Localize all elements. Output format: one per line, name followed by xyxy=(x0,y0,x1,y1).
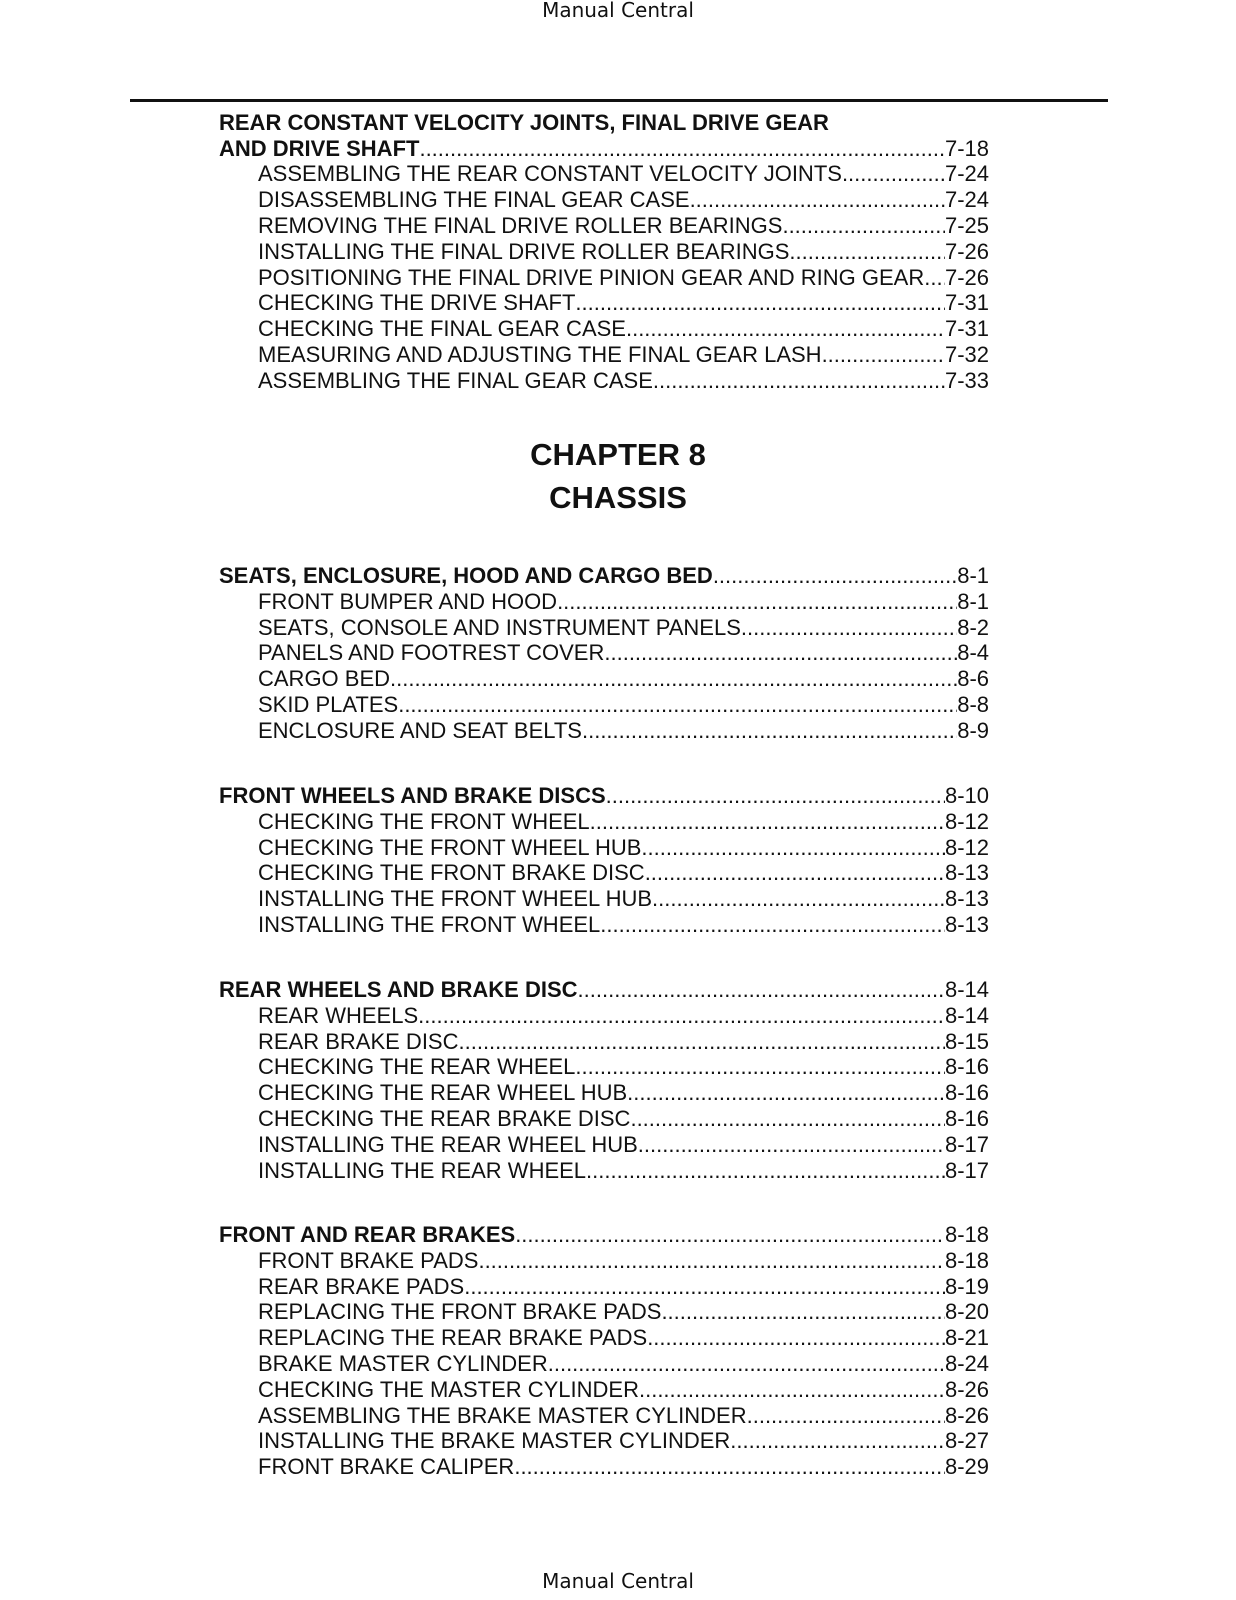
dot-leader xyxy=(600,912,945,938)
toc-entry[interactable] xyxy=(258,1377,989,1403)
toc-page-number: 7-18 xyxy=(944,135,989,161)
toc-page-number: 8-17 xyxy=(944,1131,989,1157)
toc-page-number: 8-6 xyxy=(957,666,989,692)
dot-leader xyxy=(782,213,945,239)
toc-entry[interactable] xyxy=(258,809,989,835)
toc-entry-label: INSTALLING THE REAR WHEEL HUB xyxy=(258,1131,638,1157)
toc-entry-label: SEATS, ENCLOSURE, HOOD AND CARGO BED xyxy=(219,563,713,588)
dot-leader xyxy=(514,1454,945,1480)
toc-page-number: 7-24 xyxy=(944,187,989,213)
dot-leader xyxy=(586,1158,945,1184)
toc-entry[interactable] xyxy=(258,1428,989,1454)
chapter-number: CHAPTER 8 xyxy=(530,437,706,472)
toc-section-entry[interactable] xyxy=(219,1222,989,1248)
toc-page-number: 8-29 xyxy=(944,1454,989,1480)
toc-page-number: 8-8 xyxy=(957,692,989,717)
toc-entry-label: REPLACING THE FRONT BRAKE PADS xyxy=(258,1299,662,1325)
toc-entry-label: CHECKING THE FRONT BRAKE DISC xyxy=(258,860,645,886)
toc-entry[interactable] xyxy=(258,161,989,187)
toc-page-number: 8-21 xyxy=(944,1325,989,1351)
toc-entry-label: POSITIONING THE FINAL DRIVE PINION GEAR AND RING GEAR xyxy=(258,264,925,290)
toc-entry[interactable] xyxy=(258,666,989,692)
dot-leader xyxy=(418,1003,945,1029)
toc-entry[interactable] xyxy=(258,1325,989,1351)
dot-leader xyxy=(548,1351,945,1377)
page-header: Manual Central xyxy=(542,0,694,22)
toc-entry-label: REMOVING THE FINAL DRIVE ROLLER BEARINGS xyxy=(258,212,783,238)
toc-page-number: 8-10 xyxy=(944,783,989,808)
toc-entry[interactable] xyxy=(258,1248,989,1274)
dot-leader xyxy=(627,1080,945,1106)
toc-entry-label: MEASURING AND ADJUSTING THE FINAL GEAR LASH xyxy=(258,341,822,367)
toc-entry[interactable] xyxy=(258,1299,989,1325)
dot-leader xyxy=(842,161,945,187)
toc-entry[interactable] xyxy=(258,290,989,316)
toc-entry[interactable] xyxy=(258,342,989,368)
toc-page-number: 8-20 xyxy=(944,1299,989,1325)
dot-leader xyxy=(645,860,945,886)
dot-leader xyxy=(464,1274,945,1300)
toc-page-number: 8-12 xyxy=(944,808,989,834)
toc-entry-label: FRONT BRAKE PADS xyxy=(258,1247,479,1273)
toc-page-number: 8-17 xyxy=(944,1157,989,1183)
toc-entry-label: CHECKING THE FINAL GEAR CASE xyxy=(258,316,626,342)
dot-leader xyxy=(652,886,945,912)
toc-page-number: 8-13 xyxy=(944,886,989,912)
section-title-line[interactable]: REAR CONSTANT VELOCITY JOINTS, FINAL DRIVE GEAR xyxy=(219,110,829,135)
toc-entry-label: CHECKING THE REAR WHEEL HUB xyxy=(258,1080,628,1106)
dot-leader xyxy=(741,615,957,641)
toc-entry[interactable] xyxy=(258,886,989,912)
toc-entry-label: DISASSEMBLING THE FINAL GEAR CASE xyxy=(258,187,690,213)
toc-page-number: 8-14 xyxy=(944,1002,989,1028)
dot-leader xyxy=(582,718,957,744)
toc-entry-label: ENCLOSURE AND SEAT BELTS xyxy=(258,717,582,743)
toc-entry-label: FRONT BUMPER AND HOOD xyxy=(258,588,558,614)
toc-entry[interactable] xyxy=(258,835,989,861)
toc-entry[interactable] xyxy=(258,718,989,744)
toc-entry[interactable] xyxy=(258,1106,989,1132)
toc-entry[interactable] xyxy=(258,368,989,394)
toc-page-number: 7-32 xyxy=(944,341,989,367)
toc-page-number: 8-1 xyxy=(957,588,989,614)
toc-entry[interactable] xyxy=(258,239,989,265)
toc-entry-label: CHECKING THE REAR WHEEL xyxy=(258,1054,576,1080)
toc-page-number: 8-4 xyxy=(957,640,989,666)
toc-entry-label: REPLACING THE REAR BRAKE PADS xyxy=(258,1325,648,1351)
toc-section-entry[interactable] xyxy=(219,136,989,162)
toc-entry-label: INSTALLING THE REAR WHEEL xyxy=(258,1157,587,1183)
toc-entry[interactable] xyxy=(258,640,989,666)
dot-leader xyxy=(419,136,945,162)
dot-leader xyxy=(690,187,945,213)
toc-entry-label: SEATS, CONSOLE AND INSTRUMENT PANELS xyxy=(258,614,741,640)
toc-page-number: 8-18 xyxy=(944,1247,989,1273)
toc-entry-label: FRONT BRAKE CALIPER xyxy=(258,1454,515,1480)
toc-page-number: 8-27 xyxy=(944,1428,989,1454)
toc-page-number: 8-18 xyxy=(944,1222,989,1247)
toc-entry[interactable] xyxy=(258,316,989,342)
toc-page-number: 8-16 xyxy=(944,1106,989,1131)
toc-entry-label: INSTALLING THE BRAKE MASTER CYLINDER xyxy=(258,1428,731,1454)
toc-entry-label: ASSEMBLING THE BRAKE MASTER CYLINDER xyxy=(258,1402,747,1428)
toc-entry-label: ASSEMBLING THE FINAL GEAR CASE xyxy=(258,367,653,393)
toc-page-number: 8-9 xyxy=(957,717,989,743)
toc-entry-label: FRONT AND REAR BRAKES xyxy=(219,1222,516,1247)
page-footer: Manual Central xyxy=(542,1569,694,1593)
toc-entry-label: REAR WHEELS AND BRAKE DISC xyxy=(219,977,578,1002)
dot-leader xyxy=(653,368,945,394)
toc-entry[interactable] xyxy=(258,860,989,886)
toc-section-entry[interactable] xyxy=(219,563,989,589)
toc-entry-label: INSTALLING THE FRONT WHEEL xyxy=(258,912,601,937)
dot-leader xyxy=(639,1377,945,1403)
dot-leader xyxy=(641,835,945,861)
toc-page-number: 8-14 xyxy=(944,977,989,1002)
dot-leader xyxy=(578,977,945,1003)
toc-entry-label: CHECKING THE REAR BRAKE DISC xyxy=(258,1106,631,1131)
toc-section-entry[interactable] xyxy=(219,783,989,809)
dot-leader xyxy=(478,1248,945,1274)
dot-leader xyxy=(924,265,945,291)
toc-entry[interactable] xyxy=(258,1274,989,1300)
toc-entry-label: INSTALLING THE FRONT WHEEL HUB xyxy=(258,886,653,912)
dot-leader xyxy=(713,563,957,589)
toc-entry[interactable] xyxy=(258,692,989,718)
dot-leader xyxy=(575,1054,945,1080)
toc-entry-label: BRAKE MASTER CYLINDER xyxy=(258,1351,548,1376)
toc-entry-label: CHECKING THE FRONT WHEEL HUB xyxy=(258,834,642,860)
toc-entry[interactable] xyxy=(258,615,989,641)
toc-page-number: 8-24 xyxy=(944,1351,989,1376)
toc-page-number: 7-31 xyxy=(944,290,989,316)
toc-entry[interactable] xyxy=(258,1351,989,1377)
dot-leader xyxy=(606,783,945,809)
toc-entry-label: PANELS AND FOOTREST COVER xyxy=(258,640,605,666)
toc-entry[interactable] xyxy=(258,213,989,239)
toc-page-number: 8-16 xyxy=(944,1080,989,1106)
toc-page-number: 8-1 xyxy=(957,563,989,588)
toc-entry[interactable] xyxy=(258,1403,989,1429)
toc-entry-label: CHECKING THE MASTER CYLINDER xyxy=(258,1376,639,1402)
toc-entry-label: CARGO BED xyxy=(258,666,391,692)
toc-entry[interactable] xyxy=(258,1158,989,1184)
toc-section-entry[interactable] xyxy=(219,977,989,1003)
toc-entry[interactable] xyxy=(258,1003,989,1029)
toc-entry-label: REAR BRAKE DISC xyxy=(258,1028,459,1054)
toc-entry-label: INSTALLING THE FINAL DRIVE ROLLER BEARINGS xyxy=(258,238,790,264)
toc-page-number: 7-26 xyxy=(944,238,989,264)
toc-entry[interactable] xyxy=(258,1454,989,1480)
toc-entry[interactable] xyxy=(258,1054,989,1080)
dot-leader xyxy=(638,1132,945,1158)
dot-leader xyxy=(459,1029,945,1055)
dot-leader xyxy=(398,692,957,718)
toc-entry[interactable] xyxy=(258,1029,989,1055)
toc-page-number: 8-26 xyxy=(944,1402,989,1428)
dot-leader xyxy=(575,290,945,316)
toc-page-number: 7-33 xyxy=(944,367,989,393)
toc-entry[interactable] xyxy=(258,589,989,615)
toc-entry-label: SKID PLATES xyxy=(258,692,399,717)
dot-leader xyxy=(557,589,957,615)
toc-entry[interactable] xyxy=(258,187,989,213)
toc-page-number: 7-26 xyxy=(944,264,989,290)
toc-entry[interactable] xyxy=(258,912,989,938)
chapter-title: CHASSIS xyxy=(549,480,687,515)
toc-page-number: 8-13 xyxy=(944,912,989,937)
toc-entry-label: AND DRIVE SHAFT xyxy=(219,135,420,161)
toc-page-number: 8-2 xyxy=(957,614,989,640)
dot-leader xyxy=(590,809,945,835)
dot-leader xyxy=(390,666,957,692)
toc-page-number: 8-16 xyxy=(944,1054,989,1080)
toc-page-number: 8-13 xyxy=(944,860,989,886)
dot-leader xyxy=(661,1299,945,1325)
toc-page-number: 7-24 xyxy=(944,161,989,187)
toc-entry-label: REAR WHEELS xyxy=(258,1002,419,1028)
toc-page-number: 7-25 xyxy=(944,212,989,238)
toc-entry-label: ASSEMBLING THE REAR CONSTANT VELOCITY JOINTS xyxy=(258,161,842,187)
toc-entry[interactable] xyxy=(258,1132,989,1158)
dot-leader xyxy=(647,1325,945,1351)
toc-entry-label: REAR BRAKE PADS xyxy=(258,1273,465,1299)
dot-leader xyxy=(604,640,957,666)
toc-page-number: 8-26 xyxy=(944,1376,989,1402)
dot-leader xyxy=(747,1403,945,1429)
dot-leader xyxy=(822,342,945,368)
toc-entry-label: CHECKING THE DRIVE SHAFT xyxy=(258,290,576,316)
toc-page-number: 7-31 xyxy=(944,316,989,342)
toc-entry-label: CHECKING THE FRONT WHEEL xyxy=(258,808,590,834)
toc-page-number: 8-19 xyxy=(944,1273,989,1299)
dot-leader xyxy=(789,239,945,265)
dot-leader xyxy=(515,1222,945,1248)
dot-leader xyxy=(730,1428,945,1454)
toc-entry-label: FRONT WHEELS AND BRAKE DISCS xyxy=(219,783,606,808)
toc-entry[interactable] xyxy=(258,1080,989,1106)
dot-leader xyxy=(630,1106,945,1132)
dot-leader xyxy=(626,316,945,342)
toc-entry[interactable] xyxy=(258,265,989,291)
toc-page-number: 8-15 xyxy=(944,1028,989,1054)
header-rule xyxy=(130,99,1108,102)
toc-page-number: 8-12 xyxy=(944,834,989,860)
